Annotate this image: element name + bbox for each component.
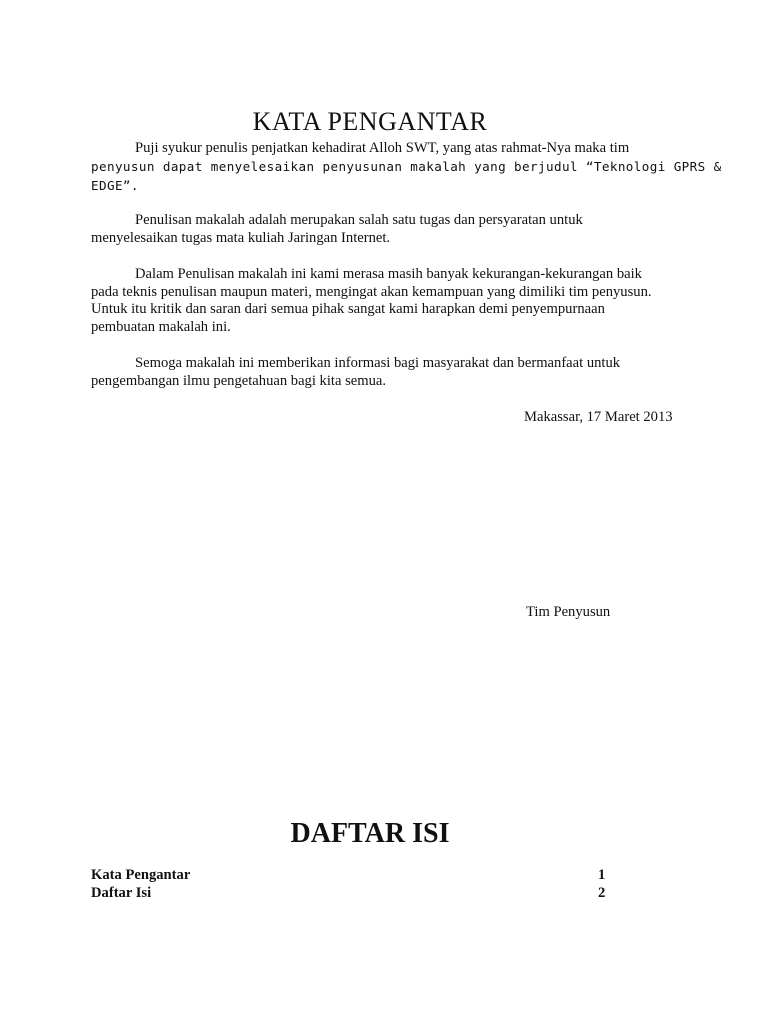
- toc-title: DAFTAR ISI: [290, 818, 450, 849]
- paragraph-3-line-3: Untuk itu kritik dan saran dari semua pihak sangat kami harapkan demi penyempurnaan: [91, 301, 605, 317]
- paragraph-3-line-2: pada teknis penulisan maupun materi, mengingat akan kemampuan yang dimiliki tim penyusun.: [91, 284, 652, 300]
- paragraph-1-line-1: Puji syukur penulis penjatkan kehadirat Alloh SWT, yang atas rahmat-Nya maka tim: [135, 140, 630, 156]
- toc-entry-page: 2: [598, 885, 606, 901]
- toc-entry-page: 1: [598, 867, 606, 883]
- preface-title: KATA PENGANTAR: [252, 107, 488, 137]
- paragraph-1-line-2: penyusun dapat menyelesaikan penyusunan makalah yang berjudul “Teknologi GPRS &: [91, 159, 722, 174]
- signature: Tim Penyusun: [526, 604, 611, 620]
- paragraph-2-line-2: menyelesaikan tugas mata kuliah Jaringan Internet.: [91, 230, 391, 246]
- paragraph-4-line-1: Semoga makalah ini memberikan informasi bagi masyarakat dan bermanfaat untuk: [135, 355, 621, 371]
- toc-entry-label: Daftar Isi: [91, 885, 152, 901]
- paragraph-4-line-2: pengembangan ilmu pengetahuan bagi kita semua.: [91, 373, 387, 389]
- paragraph-2-line-1: Penulisan makalah adalah merupakan salah satu tugas dan persyaratan untuk: [135, 212, 583, 228]
- paragraph-1-line-3: EDGE”.: [91, 178, 139, 193]
- paragraph-3-line-1: Dalam Penulisan makalah ini kami merasa masih banyak kekurangan-kekurangan baik: [135, 266, 642, 282]
- toc-entry-label: Kata Pengantar: [91, 867, 191, 883]
- paragraph-3-line-4: pembuatan makalah ini.: [91, 319, 231, 335]
- place-date: Makassar, 17 Maret 2013: [524, 409, 673, 425]
